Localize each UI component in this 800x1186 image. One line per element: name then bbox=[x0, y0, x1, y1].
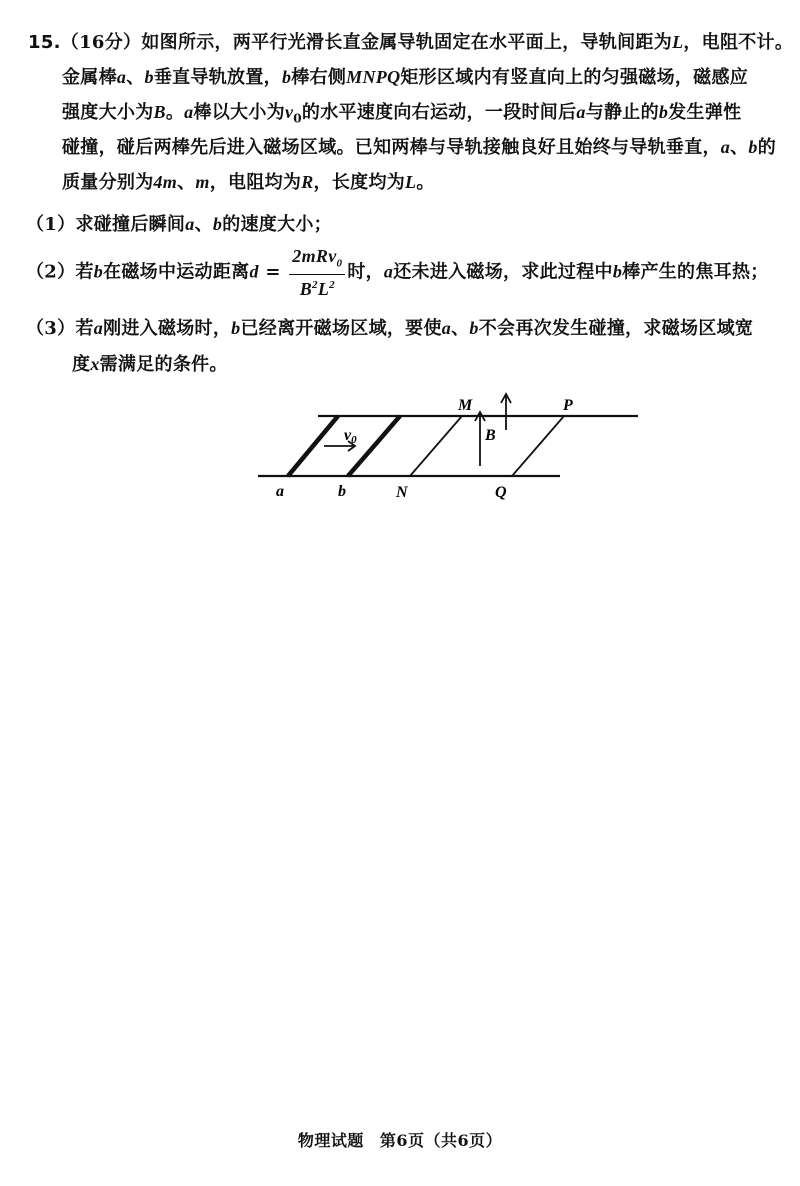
fraction-numerator: 2mRv$_0$ bbox=[289, 246, 345, 275]
distance-fraction bbox=[289, 246, 345, 299]
part-3-label: （3） bbox=[26, 318, 76, 339]
part-3-line-1: （3）若a刚进入磁场时，b已经离开磁场区域，要使a、b不会再次发生碰撞，求磁场区域宽 bbox=[26, 318, 754, 339]
part-2: （2）若b在磁场中运动距离d = $\frac{2mRv_0}{B^2L^2}$ 时，a还未进入磁场，求此过程中b棒产生的焦耳热； bbox=[26, 246, 769, 299]
part-2-label: （2） bbox=[26, 261, 76, 283]
rail-diagram bbox=[250, 388, 650, 508]
footer-subject: 物理试题 bbox=[297, 1131, 364, 1150]
part-1: （1）求碰撞后瞬间a、b的速度大小； bbox=[26, 214, 332, 235]
question-stem-line-2: 金属棒a、b垂直导轨放置，b棒右侧MNPQ矩形区域内有竖直向上的匀强磁场，磁感应 bbox=[62, 67, 749, 88]
footer-page-number: 第6页（共6页） bbox=[379, 1131, 503, 1150]
fraction-denominator: $B^2L^2$ bbox=[299, 278, 335, 299]
label-v0: v0 bbox=[344, 427, 357, 446]
part-1-label: （1） bbox=[26, 214, 76, 235]
label-M: M bbox=[458, 397, 473, 414]
label-b: b bbox=[338, 483, 346, 500]
boundary-pq bbox=[512, 416, 564, 476]
label-P: P bbox=[563, 397, 573, 414]
label-B: B bbox=[485, 427, 496, 444]
question-score: （16分） bbox=[60, 32, 142, 53]
page-footer bbox=[0, 1128, 800, 1151]
label-Q: Q bbox=[495, 484, 507, 501]
question-number: 15. bbox=[28, 32, 61, 53]
label-N: N bbox=[396, 484, 408, 501]
label-a: a bbox=[276, 483, 284, 500]
question-stem-line-5: 质量分别为4m、m，电阻均为R，长度均为L。 bbox=[62, 172, 435, 193]
question-stem-line-4: 碰撞，碰后两棒先后进入磁场区域。已知两棒与导轨接触良好且始终与导轨垂直，a、b的 bbox=[62, 137, 777, 158]
question-stem-line-1: 15.（16分）如图所示，两平行光滑长直金属导轨固定在水平面上，导轨间距为L，电阻不计。 bbox=[28, 32, 794, 53]
boundary-mn bbox=[410, 416, 462, 476]
question-stem-line-3: 强度大小为B。a棒以大小为$v_0$的水平速度向右运动，一段时间后a与静止的b发生弹性 bbox=[62, 102, 742, 126]
part-3-line-2: 度x需满足的条件。 bbox=[72, 354, 228, 375]
